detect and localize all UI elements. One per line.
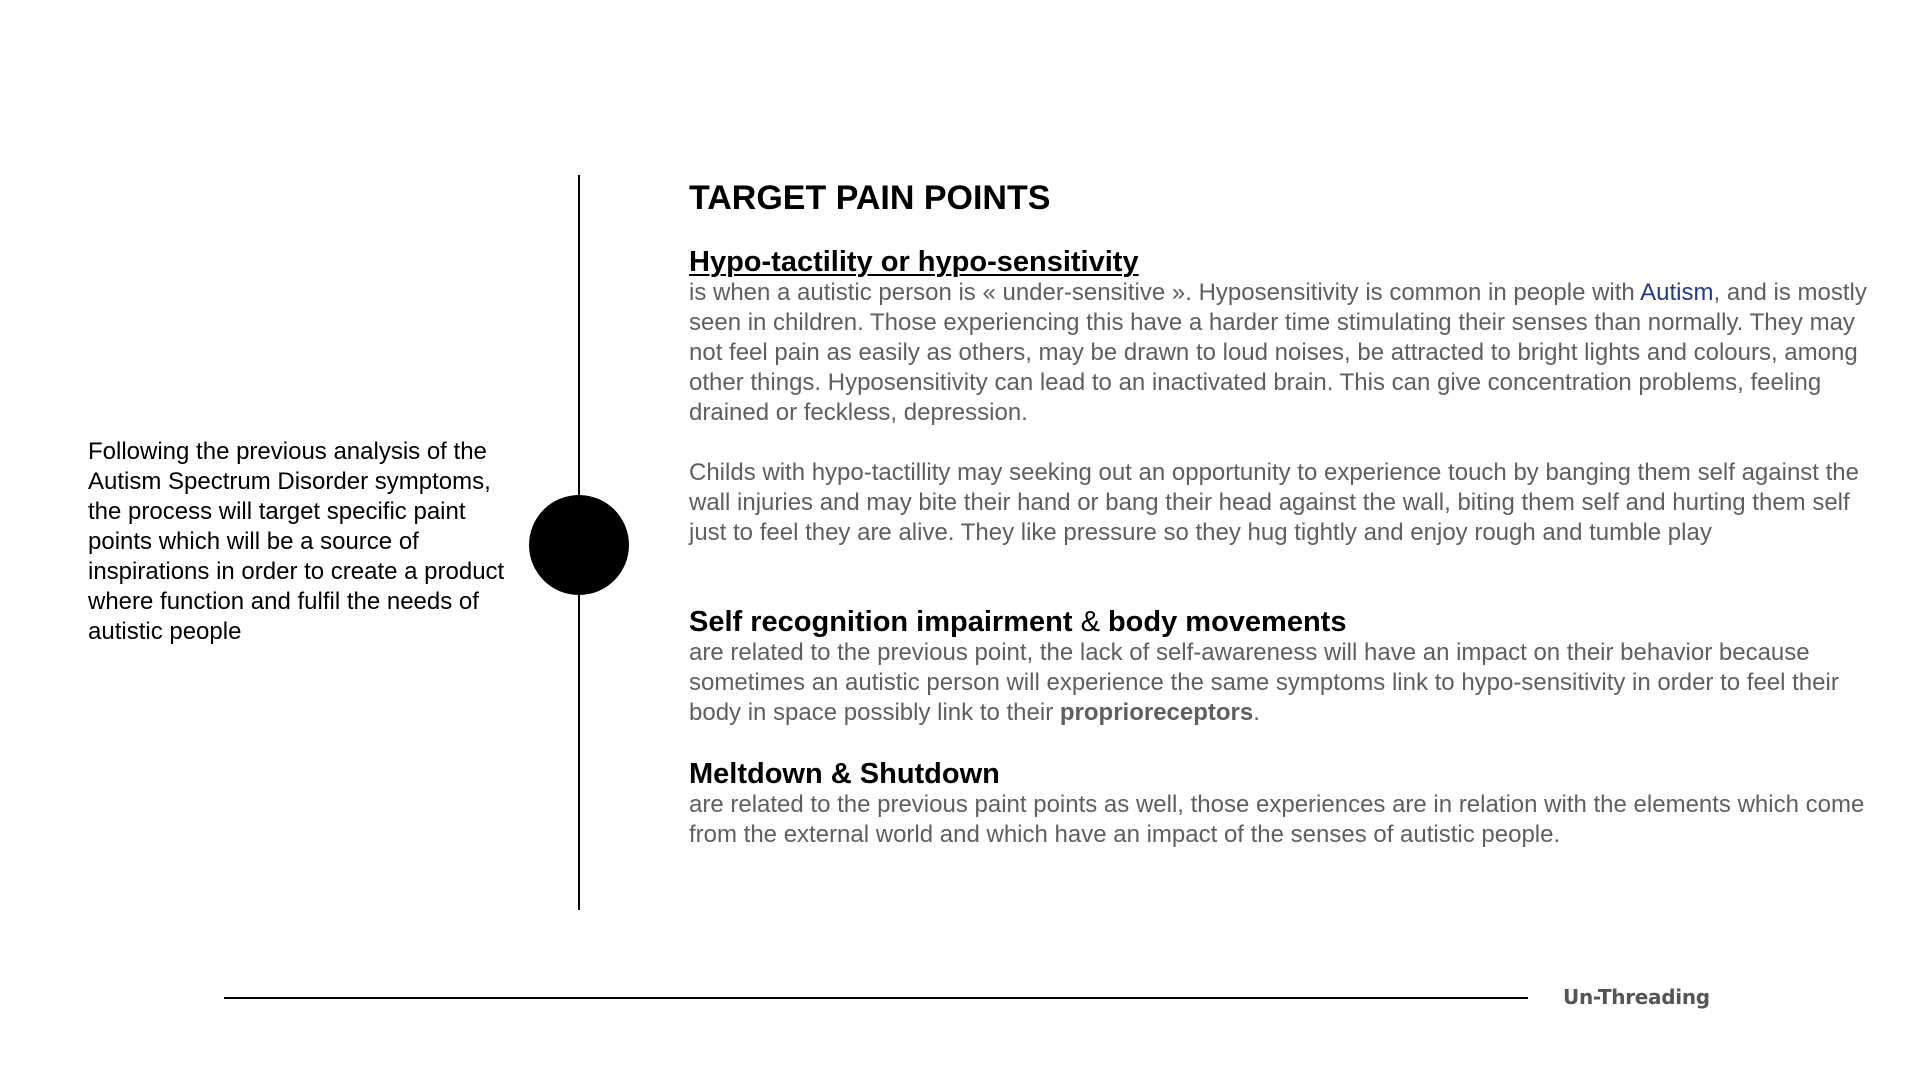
heading-text: Self recognition impairment bbox=[689, 606, 1081, 638]
brand-name: Un-Threading bbox=[1563, 985, 1710, 1009]
pain-points-content bbox=[689, 178, 1869, 850]
footer-divider bbox=[224, 997, 1528, 999]
section-paragraph-meltdown: are related to the previous paint points as well, those experiences are in relation with the elements which come from the external world and which have an impact of the senses of autistic people. bbox=[689, 791, 1865, 848]
page-title: TARGET PAIN POINTS bbox=[689, 179, 1051, 217]
section-heading-hypo-tactility: Hypo-tactility or hypo-sensitivity bbox=[689, 246, 1139, 278]
section-paragraph-hypo-sensitivity bbox=[689, 278, 1869, 428]
heading-ampersand: & bbox=[1080, 606, 1100, 638]
intro-paragraph: Following the previous analysis of the Autism Spectrum Disorder symptoms, the process will target specific paint points which will be a source of inspirations in order to create a product where function and fulfil the needs of autistic people bbox=[88, 438, 505, 645]
paragraph-text: , and is mostly seen in children. Those experiencing this have a harder time stimulating their senses than normally. They may not feel pain as easily as others, may be drawn to loud noises, be attracted to bright lights and colours, among other things. Hyposensitivity can lead to an inactivated brain. This can give concentration problems, feeling drained or feckless, depression. bbox=[689, 279, 1867, 426]
section-paragraph-self-recognition bbox=[689, 638, 1869, 728]
section-heading-meltdown: Meltdown & Shutdown bbox=[689, 758, 1000, 790]
timeline-dot bbox=[529, 495, 629, 595]
paragraph-text: is when a autistic person is « under-sensitive ». Hyposensitivity is common in people with bbox=[689, 279, 1641, 306]
section-heading-self-recognition bbox=[689, 606, 1869, 638]
proprioreceptors-term: proprioreceptors bbox=[1059, 699, 1254, 726]
paragraph-text: . bbox=[1253, 699, 1260, 726]
paragraph-text: are related to the previous point, the lack of self-awareness will have an impact on their behavior because sometimes an autistic person will experience the same symptoms link to hypo-sensitivity in order to feel their body in space possibly link to their bbox=[689, 639, 1839, 726]
autism-link[interactable]: Autism bbox=[1640, 279, 1714, 306]
heading-text: body movements bbox=[1099, 606, 1347, 638]
section-paragraph-hypo-tactility: Childs with hypo-tactillity may seeking out an opportunity to experience touch by banging them self against the wall injuries and may bite their hand or bang their head against the wall, biting them self and hurting them self just to feel they are alive. They like pressure so they hug tightly and enjoy rough and tumble play bbox=[689, 459, 1859, 546]
